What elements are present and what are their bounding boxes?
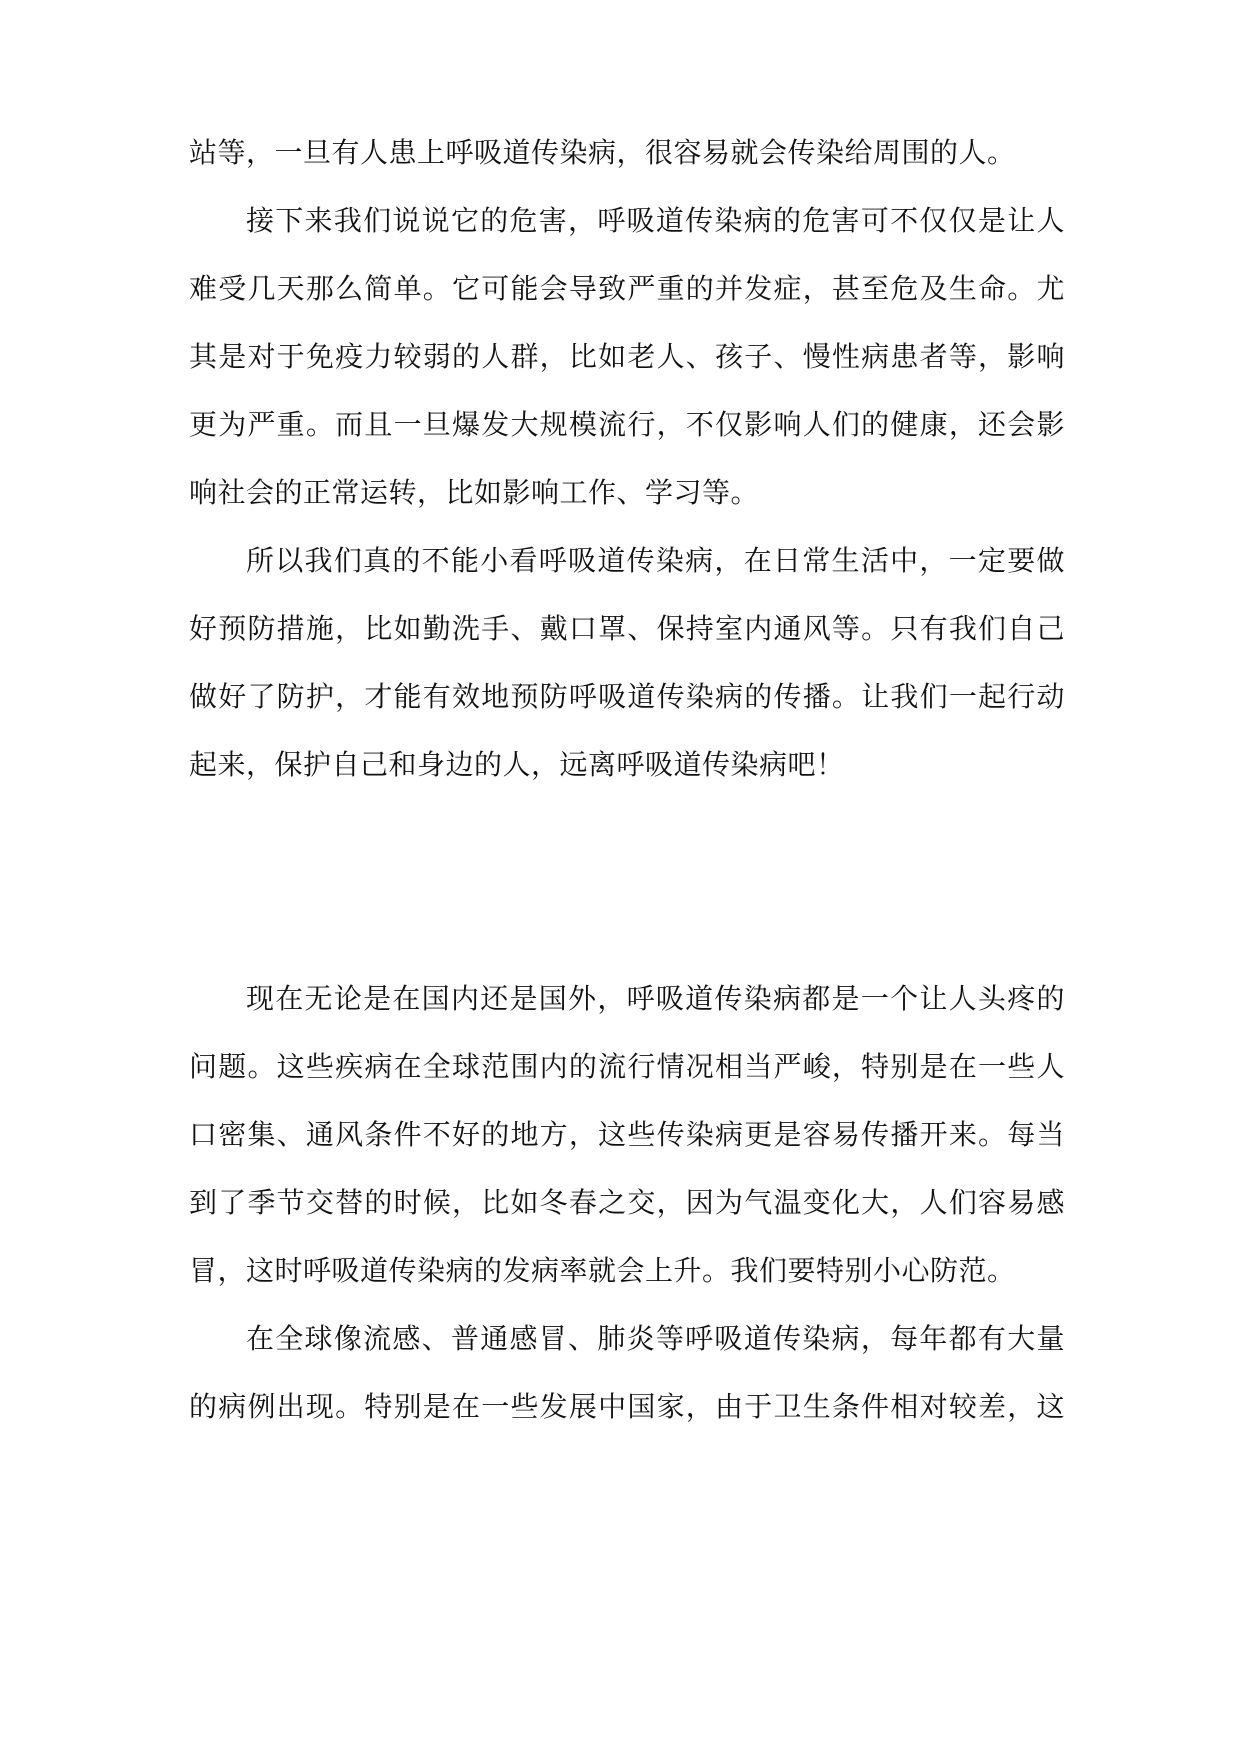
paragraph-line: 其是对于免疫力较弱的人群，比如老人、孩子、慢性病患者等，影响 <box>189 340 1065 373</box>
paragraph-line: 现在无论是在国内还是国外，呼吸道传染病都是一个让人头疼的 <box>246 982 1065 1015</box>
paragraph-line: 到了季节交替的时候，比如冬春之交，因为气温变化大，人们容易感 <box>189 1186 1065 1219</box>
paragraph-line: 更为严重。而且一旦爆发大规模流行，不仅影响人们的健康，还会影 <box>189 408 1065 441</box>
section-heading-line <box>246 843 1065 883</box>
paragraph-line: 好预防措施，比如勤洗手、戴口罩、保持室内通风等。只有我们自己 <box>189 612 1065 645</box>
paragraph-line: 的病例出现。特别是在一些发展中国家，由于卫生条件相对较差，这 <box>189 1390 1065 1423</box>
paragraph-line: 在全球像流感、普通感冒、肺炎等呼吸道传染病，每年都有大量 <box>246 1322 1065 1355</box>
paragraph-line: 问题。这些疾病在全球范围内的流行情况相当严峻，特别是在一些人 <box>189 1050 1065 1083</box>
paragraph-line: 口密集、通风条件不好的地方，这些传染病更是容易传播开来。每当 <box>189 1118 1065 1151</box>
paragraph-line: 站等，一旦有人患上呼吸道传染病，很容易就会传染给周围的人。 <box>189 136 1016 169</box>
paragraph-line: 冒，这时呼吸道传染病的发病率就会上升。我们要特别小心防范。 <box>189 1254 1016 1287</box>
paragraph-line: 响社会的正常运转，比如影响工作、学习等。 <box>189 476 760 509</box>
section-heading-line <box>189 911 1065 951</box>
paragraph-line: 接下来我们说说它的危害，呼吸道传染病的危害可不仅仅是让人 <box>246 204 1065 237</box>
paragraph-line: 所以我们真的不能小看呼吸道传染病，在日常生活中，一定要做 <box>246 544 1065 577</box>
paragraph-line: 起来，保护自己和身边的人，远离呼吸道传染病吧！ <box>189 748 845 781</box>
paragraph-line: 难受几天那么简单。它可能会导致严重的并发症，甚至危及生命。尤 <box>189 272 1065 305</box>
paragraph-line: 做好了防护，才能有效地预防呼吸道传染病的传播。让我们一起行动 <box>189 680 1065 713</box>
